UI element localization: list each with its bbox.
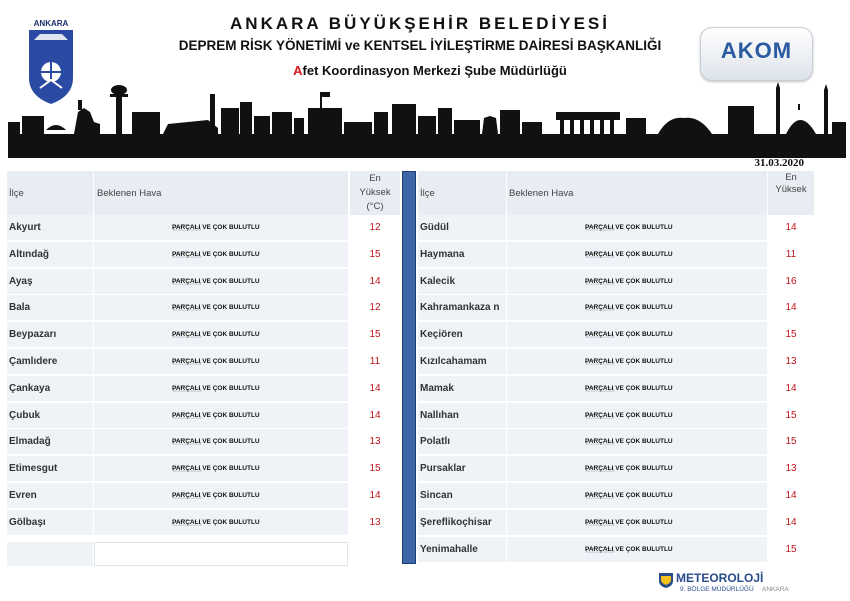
district-name: Elmadağ (7, 429, 93, 454)
forecast-text: PARÇALI VE ÇOK BULUTLU (585, 492, 673, 499)
forecast-cell (507, 349, 767, 374)
title-department: DEPREM RİSK YÖNETİMİ ve KENTSEL İYİLEŞTİRME DAİRESİ BAŞKANLIĞI (178, 38, 662, 53)
forecast-cell (507, 429, 767, 454)
header-district-left-label: İlçe (9, 187, 24, 199)
forecast-cell (94, 456, 348, 481)
forecast-cell (507, 295, 767, 320)
max-temperature: 11 (768, 242, 814, 267)
forecast-text: PARÇALI VE ÇOK BULUTLU (172, 278, 260, 285)
forecast-cell (94, 269, 348, 294)
logo-caption: ANKARA (33, 19, 69, 28)
forecast-cell (507, 242, 767, 267)
forecast-text: PARÇALI VE ÇOK BULUTLU (585, 278, 673, 285)
district-name: Çamlıdere (7, 349, 93, 374)
forecast-text: PARÇALI VE ÇOK BULUTLU (172, 331, 260, 338)
header-max-right-label: En Yüksek (775, 172, 807, 195)
forecast-cell (94, 215, 348, 240)
forecast-cell (507, 215, 767, 240)
forecast-text: PARÇALI VE ÇOK BULUTLU (172, 304, 260, 311)
district-name: Sincan (418, 483, 506, 508)
forecast-cell (507, 456, 767, 481)
district-name: Altındağ (7, 242, 93, 267)
max-temperature: 14 (350, 483, 400, 508)
max-temperature: 14 (768, 510, 814, 535)
max-temperature: 15 (350, 242, 400, 267)
header-forecast-right (507, 171, 767, 215)
title-branch-rest: fet Koordinasyon Merkezi Şube Müdürlüğü (302, 63, 567, 78)
district-name: Çankaya (7, 376, 93, 401)
district-name: Etimesgut (7, 456, 93, 481)
district-name: Çubuk (7, 403, 93, 428)
forecast-cell (94, 242, 348, 267)
max-temperature: 12 (350, 295, 400, 320)
forecast-text: PARÇALI VE ÇOK BULUTLU (585, 331, 673, 338)
max-temperature: 12 (350, 215, 400, 240)
title-branch (240, 63, 620, 78)
max-temperature: 11 (350, 349, 400, 374)
max-temperature: 13 (350, 510, 400, 535)
forecast-text: PARÇALI VE ÇOK BULUTLU (172, 492, 260, 499)
district-name: Mamak (418, 376, 506, 401)
forecast-text: PARÇALI VE ÇOK BULUTLU (172, 438, 260, 445)
forecast-text: PARÇALI VE ÇOK BULUTLU (172, 519, 260, 526)
max-temperature: 13 (350, 429, 400, 454)
forecast-cell (94, 322, 348, 347)
district-name: Yenimahalle (418, 537, 506, 562)
forecast-cell (507, 483, 767, 508)
meteoroloji-city: ANKARA (762, 586, 789, 593)
empty-cell-district (7, 542, 93, 566)
meteoroloji-title: METEOROLOJİ (676, 571, 764, 585)
max-temperature: 14 (768, 483, 814, 508)
district-name: Bala (7, 295, 93, 320)
district-name: Pursaklar (418, 456, 506, 481)
header-forecast-left-label: Beklenen Hava (97, 187, 162, 199)
header-max-left-label: En Yüksek (°C) (359, 173, 391, 212)
forecast-text: PARÇALI VE ÇOK BULUTLU (172, 358, 260, 365)
max-temperature: 14 (768, 215, 814, 240)
empty-cell-forecast (94, 542, 348, 566)
max-temperature: 15 (350, 322, 400, 347)
max-temperature: 15 (768, 322, 814, 347)
forecast-text: PARÇALI VE ÇOK BULUTLU (585, 519, 673, 526)
forecast-text: PARÇALI VE ÇOK BULUTLU (585, 385, 673, 392)
district-name: Keçiören (418, 322, 506, 347)
max-temperature: 14 (768, 376, 814, 401)
header-district-left (7, 171, 93, 215)
forecast-text: PARÇALI VE ÇOK BULUTLU (585, 251, 673, 258)
district-name: Kahramankaza n (418, 295, 506, 320)
max-temperature: 15 (768, 429, 814, 454)
ankara-skyline-silhouette (8, 82, 846, 158)
forecast-cell (94, 376, 348, 401)
max-temperature: 16 (768, 269, 814, 294)
max-temperature: 15 (350, 456, 400, 481)
forecast-text: PARÇALI VE ÇOK BULUTLU (172, 251, 260, 258)
title-branch-initial: A (293, 63, 303, 78)
district-name: Polatlı (418, 429, 506, 454)
district-name: Nallıhan (418, 403, 506, 428)
district-name: Gölbaşı (7, 510, 93, 535)
table-divider (402, 171, 416, 564)
district-name: Kızılcahamam (418, 349, 506, 374)
forecast-text: PARÇALI VE ÇOK BULUTLU (585, 412, 673, 419)
forecast-cell (94, 403, 348, 428)
forecast-text: PARÇALI VE ÇOK BULUTLU (172, 412, 260, 419)
meteoroloji-logo-icon (658, 572, 674, 588)
akom-logo-text: AKOM (720, 38, 793, 63)
max-temperature: 14 (350, 403, 400, 428)
max-temperature: 13 (768, 456, 814, 481)
header-max-left (350, 171, 400, 215)
forecast-text: PARÇALI VE ÇOK BULUTLU (172, 465, 260, 472)
header-max-right (768, 171, 814, 215)
akom-logo (700, 27, 813, 81)
header-forecast-right-label: Beklenen Hava (509, 187, 574, 199)
forecast-cell (94, 483, 348, 508)
district-name: Ayaş (7, 269, 93, 294)
meteoroloji-subtitle: 9. BÖLGE MÜDÜRLÜĞÜ (680, 586, 754, 593)
forecast-cell (94, 510, 348, 535)
max-temperature: 14 (768, 295, 814, 320)
header-district-right-label: İlçe (420, 187, 435, 199)
forecast-text: PARÇALI VE ÇOK BULUTLU (172, 224, 260, 231)
forecast-text: PARÇALI VE ÇOK BULUTLU (585, 358, 673, 365)
header-district-right (418, 171, 506, 215)
max-temperature: 15 (768, 537, 814, 562)
max-temperature: 14 (350, 269, 400, 294)
forecast-text: PARÇALI VE ÇOK BULUTLU (585, 304, 673, 311)
forecast-text: PARÇALI VE ÇOK BULUTLU (585, 438, 673, 445)
district-name: Akyurt (7, 215, 93, 240)
forecast-cell (507, 510, 767, 535)
forecast-text: PARÇALI VE ÇOK BULUTLU (585, 465, 673, 472)
max-temperature: 14 (350, 376, 400, 401)
district-name: Beypazarı (7, 322, 93, 347)
district-name: Şereflikoçhisar (418, 510, 506, 535)
forecast-text: PARÇALI VE ÇOK BULUTLU (585, 546, 673, 553)
district-name: Evren (7, 483, 93, 508)
forecast-cell (94, 349, 348, 374)
title-municipality: ANKARA BÜYÜKŞEHİR BELEDİYESİ (230, 14, 610, 33)
forecast-cell (94, 429, 348, 454)
max-temperature: 13 (768, 349, 814, 374)
forecast-cell (94, 295, 348, 320)
header-forecast-left (94, 171, 348, 215)
max-temperature: 15 (768, 403, 814, 428)
forecast-cell (507, 269, 767, 294)
forecast-cell (507, 537, 767, 562)
forecast-text: PARÇALI VE ÇOK BULUTLU (585, 224, 673, 231)
district-name: Haymana (418, 242, 506, 267)
forecast-cell (507, 322, 767, 347)
forecast-text: PARÇALI VE ÇOK BULUTLU (172, 385, 260, 392)
district-name: Kalecik (418, 269, 506, 294)
report-date: 31.03.2020 (754, 157, 804, 169)
forecast-cell (507, 376, 767, 401)
forecast-cell (507, 403, 767, 428)
district-name: Güdül (418, 215, 506, 240)
